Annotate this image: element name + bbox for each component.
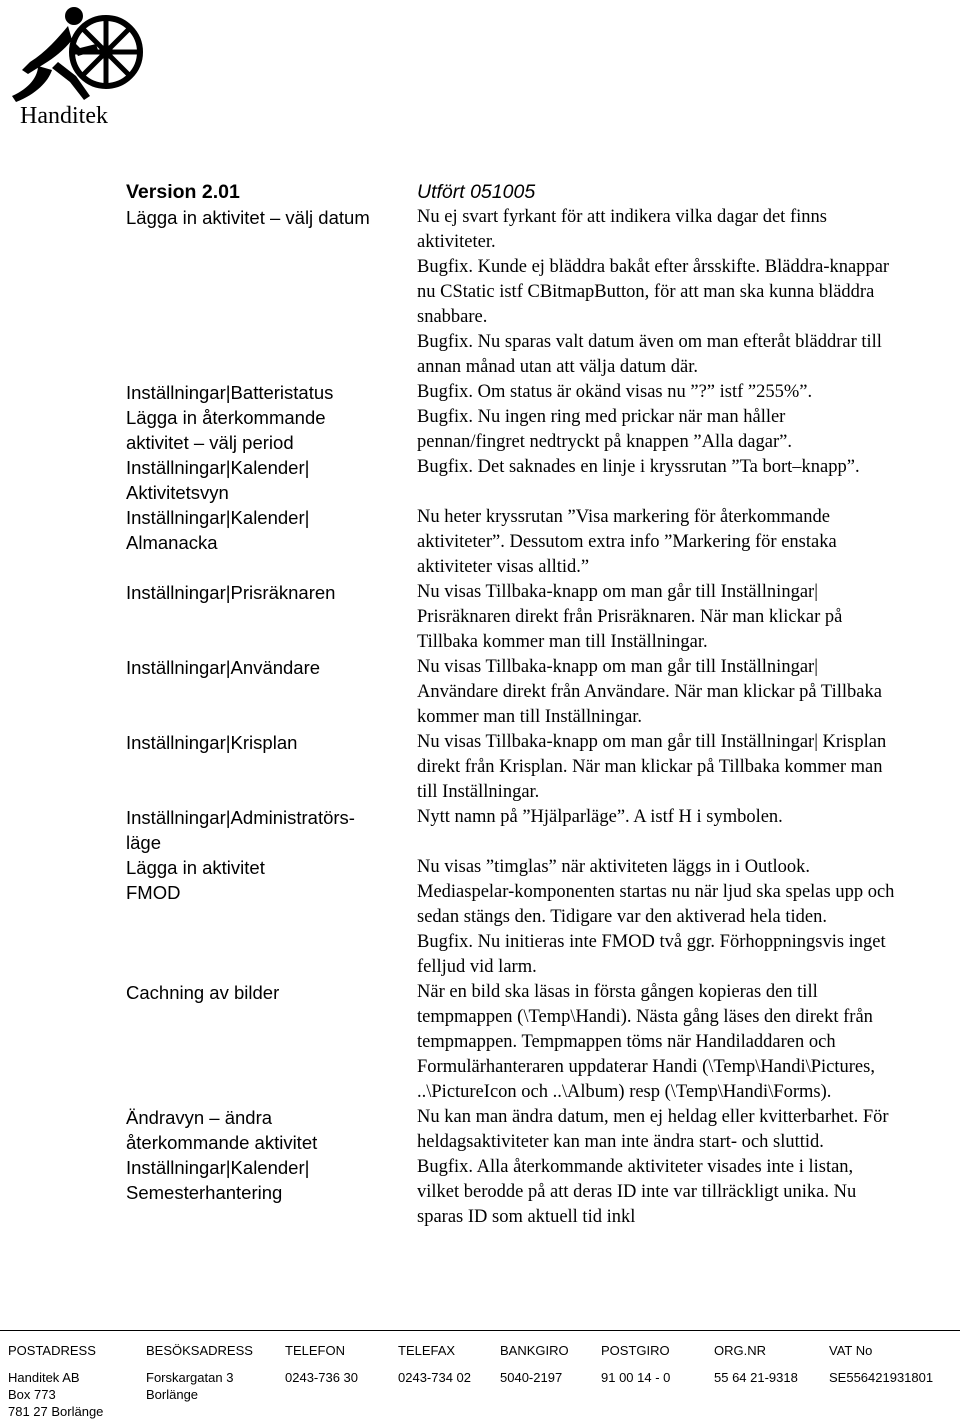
change-area-line: FMOD [126,882,181,903]
change-description-paragraph: Bugfix. Nu sparas valt datum även om man efteråt bläddrar till annan månad utan att välja datum där. [417,332,882,377]
footer-column-line: 5040-2197 [500,1370,563,1385]
change-entry [126,880,926,980]
change-area-line: Semesterhantering [126,1182,283,1203]
change-area [126,455,406,505]
footer-column [398,1342,471,1386]
change-description-paragraph: Bugfix. Alla återkommande aktiviteter visades inte i listan, vilket berodde på att deras ID inte var tillräckligt unika. Nu sparas ID som aktuell tid inkl [417,1157,857,1227]
change-area [126,880,406,905]
change-description [417,1155,897,1230]
change-description-paragraph: Nu visas Tillbaka-knapp om man går till Inställningar| Krisplan direkt från Krisplan. När man klickar på Tillbaka kommer man till Inställningar. [417,732,887,802]
change-description-paragraph: Bugfix. Det saknades en linje i kryssrutan ”Ta bort–knapp”. [417,457,860,477]
change-description [417,730,897,805]
change-description-paragraph: Nu visas Tillbaka-knapp om man går till Inställningar| Användare direkt från Användare. När man klickar på Tillbaka kommer man till Inställningar. [417,657,882,727]
change-area-line: Inställningar|Användare [126,657,321,678]
footer-column-line: Forskargatan 3 [146,1370,234,1385]
footer-divider [0,1330,960,1331]
change-area [126,505,406,555]
change-description [417,980,897,1105]
footer-column-line: Borlänge [146,1387,199,1402]
change-area [126,1105,406,1155]
change-entry [126,405,926,455]
footer-column-line: 91 00 14 - 0 [601,1370,671,1385]
change-area [126,980,406,1005]
footer-column-heading: BESÖKSADRESS [146,1343,253,1358]
change-area-line: Ändravyn – ändra [126,1107,273,1128]
footer-column-heading: TELEFAX [398,1343,456,1358]
change-area-line: Aktivitetsvyn [126,482,229,503]
footer-column [285,1342,358,1386]
change-area-line: återkommande aktivitet [126,1132,318,1153]
footer-column-heading: VAT No [829,1343,873,1358]
footer-column-line: SE556421931801 [829,1370,934,1385]
change-area-line: Almanacka [126,532,218,553]
footer-column [500,1342,569,1386]
footer-column-heading: ORG.NR [714,1343,766,1358]
change-area-line: Lägga in aktivitet – välj datum [126,207,370,228]
company-footer [0,1342,960,1422]
change-entry [126,805,926,855]
change-description-paragraph: Nu visas ”timglas” när aktiviteten läggs in i Outlook. [417,857,811,877]
change-log [126,205,926,1230]
change-description [417,805,897,830]
change-area-line: Inställningar|Prisräknaren [126,582,336,603]
change-description-paragraph: Nu visas Tillbaka-knapp om man går till Inställningar| Prisräknaren direkt från Prisräknaren. När man klickar på Tillbaka kommer man till Inställningar. [417,582,843,652]
completed-date: Utfört 051005 [417,181,536,203]
change-area-line: Inställningar|Kalender| [126,507,310,528]
change-description [417,380,897,405]
footer-column [829,1342,933,1386]
change-description-paragraph: Bugfix. Nu ingen ring med prickar när man håller pennan/fingret nedtryckt på knappen ”Alla dagar”. [417,407,792,452]
change-area-line: läge [126,832,161,853]
change-description-paragraph: Nu heter kryssrutan ”Visa markering för återkommande aktiviteter”. Dessutom extra info ”Markering för enstaka aktiviteter visas alltid.” [417,507,837,577]
version-label: Version 2.01 [126,181,240,203]
footer-column [146,1342,253,1403]
change-entry [126,455,926,505]
footer-column-line: 0243-736 30 [285,1370,359,1385]
change-area-line: Inställningar|Kalender| [126,1157,310,1178]
change-description [417,455,897,480]
change-area [126,730,406,755]
change-description [417,1105,897,1155]
change-area-line: Inställningar|Administratörs- [126,807,355,828]
change-area-line: Lägga in aktivitet [126,857,265,878]
change-description [417,405,897,455]
change-entry [126,1105,926,1155]
change-entry [126,1155,926,1230]
footer-column-heading: POSTGIRO [601,1343,670,1358]
change-description [417,580,897,655]
change-description-paragraph: När en bild ska läsas in första gången kopieras den till tempmappen (\Temp\Handi). Nästa gång läses den direkt från tempmappen. Tempmappen töms när Handiladdaren och Formulärhanteraren uppdaterar Handi (\Temp\Handi\Pictures, ..\PictureIcon och ..\Album) resp (\Temp\Handi\Forms). [417,982,875,1102]
footer-column-line: Box 773 [8,1387,56,1402]
footer-column [8,1342,103,1420]
change-entry [126,505,926,580]
change-description [417,655,897,730]
change-description [417,505,897,580]
change-description-paragraph: Bugfix. Kunde ej bläddra bakåt efter årsskifte. Bläddra-knappar nu CStatic istf CBitmapButton, för att man ska kunna bläddra snabbare. [417,257,890,327]
change-description-paragraph: Bugfix. Om status är okänd visas nu ”?” istf ”255%”. [417,382,813,402]
change-description-paragraph: Bugfix. Nu initieras inte FMOD två ggr. Förhoppningsvis inget felljud vid larm. [417,932,886,977]
change-description [417,855,897,880]
change-area [126,205,406,230]
logo-text: Handitek [20,103,108,129]
change-area-line: Inställningar|Kalender| [126,457,310,478]
change-description-paragraph: Nytt namn på ”Hjälparläge”. A istf H i symbolen. [417,807,783,827]
change-entry [126,855,926,880]
footer-column-heading: POSTADRESS [8,1343,96,1358]
change-area [126,1155,406,1205]
change-area [126,580,406,605]
change-area [126,380,406,405]
change-entry [126,205,926,380]
footer-column-line: 55 64 21-9318 [714,1370,798,1385]
change-description-paragraph: Nu ej svart fyrkant för att indikera vilka dagar det finns aktiviteter. [417,207,827,252]
change-entry [126,730,926,805]
change-area [126,855,406,880]
change-entry [126,980,926,1105]
wheelchair-wheel-figure-logo-icon [8,4,148,104]
footer-column-heading: TELEFON [285,1343,345,1358]
change-description-paragraph: Mediaspelar-komponenten startas nu när ljud ska spelas upp och sedan stängs den. Tidigare var den aktiverad hela tiden. [417,882,895,927]
change-entry [126,380,926,405]
change-area-line: Inställningar|Krisplan [126,732,298,753]
change-area-line: Cachning av bilder [126,982,280,1003]
change-entry [126,580,926,655]
change-description [417,205,897,380]
company-logo [8,4,148,129]
change-description [417,880,897,980]
change-area-line: Lägga in återkommande [126,407,326,428]
footer-column [714,1342,798,1386]
footer-column-heading: BANKGIRO [500,1343,569,1358]
change-area-line: Inställningar|Batteristatus [126,382,334,403]
change-area-line: aktivitet – välj period [126,432,294,453]
footer-column-line: Handitek AB [8,1370,80,1385]
change-area [126,655,406,680]
change-entry [126,655,926,730]
change-area [126,405,406,455]
footer-column [601,1342,670,1386]
change-description-paragraph: Nu kan man ändra datum, men ej heldag eller kvitterbarhet. För heldagsaktiviteter kan man inte ändra start- och sluttid. [417,1107,889,1152]
change-area [126,805,406,855]
footer-column-line: 0243-734 02 [398,1370,472,1385]
footer-column-line: 781 27 Borlänge [8,1404,104,1419]
